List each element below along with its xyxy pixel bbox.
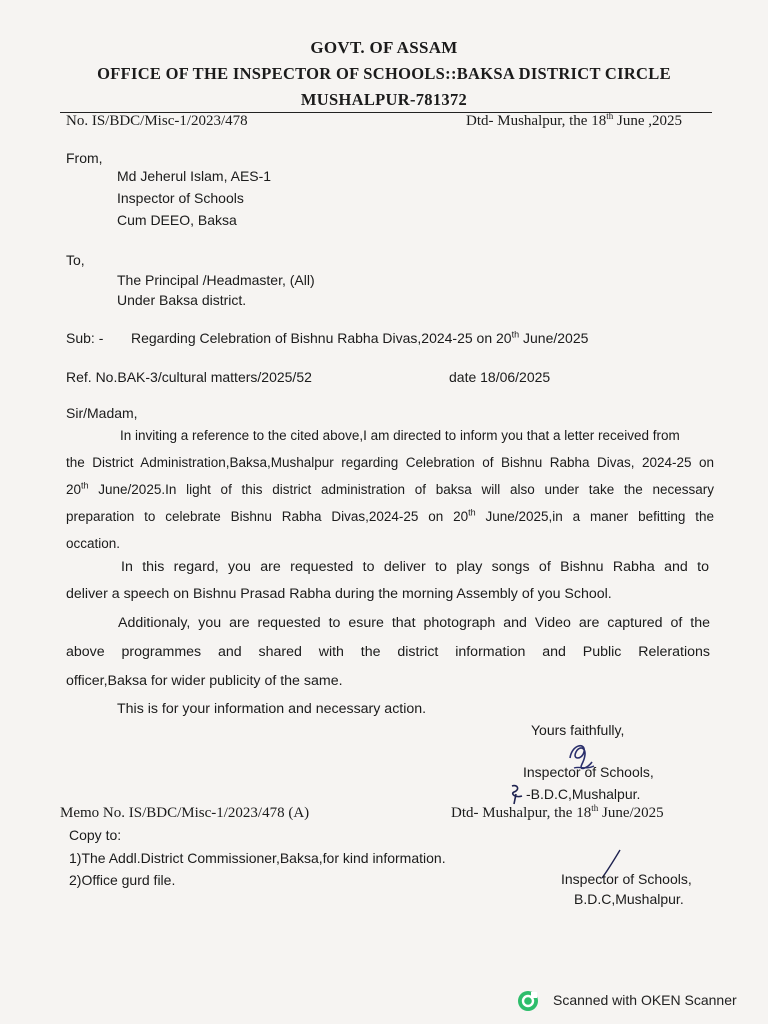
closing-office: -B.D.C,Mushalpur. <box>526 786 641 802</box>
memo-sign-office: B.D.C,Mushalpur. <box>574 891 684 907</box>
subject-text: Regarding Celebration of Bishnu Rabha Divas,2024-25 on 20th June/2025 <box>131 329 589 346</box>
header-place: MUSHALPUR-781372 <box>300 90 468 109</box>
oken-scanner-logo-icon <box>517 990 539 1012</box>
letter-date: Dtd- Mushalpur, the 18th June ,2025 <box>466 111 682 129</box>
salutation: Sir/Madam, <box>66 405 138 421</box>
scanner-watermark-text: Scanned with OKEN Scanner <box>553 992 737 1008</box>
body-p1-line5: occation. <box>66 536 121 551</box>
initials-mark-icon <box>508 782 528 806</box>
body-p3-line1: Additionaly, you are requested to esure that photograph and Video are captured of the <box>118 615 710 631</box>
closing-yours-faithfully: Yours faithfully, <box>531 722 625 738</box>
from-label: From, <box>66 150 103 166</box>
from-office: Cum DEEO, Baksa <box>117 212 237 228</box>
body-p2-line2: deliver a speech on Bishnu Prasad Rabha during the morning Assembly of you School. <box>66 586 612 602</box>
copy-to-item: 1)The Addl.District Commissioner,Baksa,for kind information. <box>69 850 446 866</box>
copy-to-item: 2)Office gurd file. <box>69 872 176 888</box>
header-office: OFFICE OF THE INSPECTOR OF SCHOOLS::BAKSA DISTRICT CIRCLE <box>97 64 671 83</box>
body-p2-line1: In this regard, you are requested to deliver to play songs of Bishnu Rabha and to <box>121 559 709 575</box>
body-p4: This is for your information and necessary action. <box>117 701 427 717</box>
to-label: To, <box>66 252 85 268</box>
to-recipient: The Principal /Headmaster, (All) <box>117 272 315 288</box>
from-name: Md Jeherul Islam, AES-1 <box>117 168 272 184</box>
body-p1-line4: preparation to celebrate Bishnu Rabha Divas,2024-25 on 20th June/2025,in a maner befitting the <box>66 507 714 524</box>
closing-title: Inspector of Schools, <box>523 764 654 780</box>
letter-number: No. IS/BDC/Misc-1/2023/478 <box>66 113 248 129</box>
body-p3-line3: officer,Baksa for wider publicity of the same. <box>66 673 343 689</box>
to-district: Under Baksa district. <box>117 292 247 308</box>
body-p1-line1: In inviting a reference to the cited above,I am directed to inform you that a letter received from <box>120 428 680 443</box>
body-p1-line2: the District Administration,Baksa,Mushalpur regarding Celebration of Bishnu Rabha Divas, 2024-25 on <box>66 455 714 470</box>
from-designation: Inspector of Schools <box>117 190 244 206</box>
copy-to-label: Copy to: <box>69 827 122 843</box>
memo-sign-title: Inspector of Schools, <box>561 871 692 887</box>
reference-number: Ref. No.BAK-3/cultural matters/2025/52 <box>66 369 312 385</box>
memo-date: Dtd- Mushalpur, the 18th June/2025 <box>451 803 664 821</box>
body-p3-line2: above programmes and shared with the district information and Public Relerations <box>66 644 710 660</box>
body-p1-line3: 20th June/2025.In light of this district administration of baksa will also under take the necessary <box>66 480 714 497</box>
subject-label: Sub: - <box>66 330 104 346</box>
header-govt: GOVT. OF ASSAM <box>310 38 458 57</box>
reference-date: date 18/06/2025 <box>449 369 551 385</box>
memo-number: Memo No. IS/BDC/Misc-1/2023/478 (A) <box>60 805 310 821</box>
